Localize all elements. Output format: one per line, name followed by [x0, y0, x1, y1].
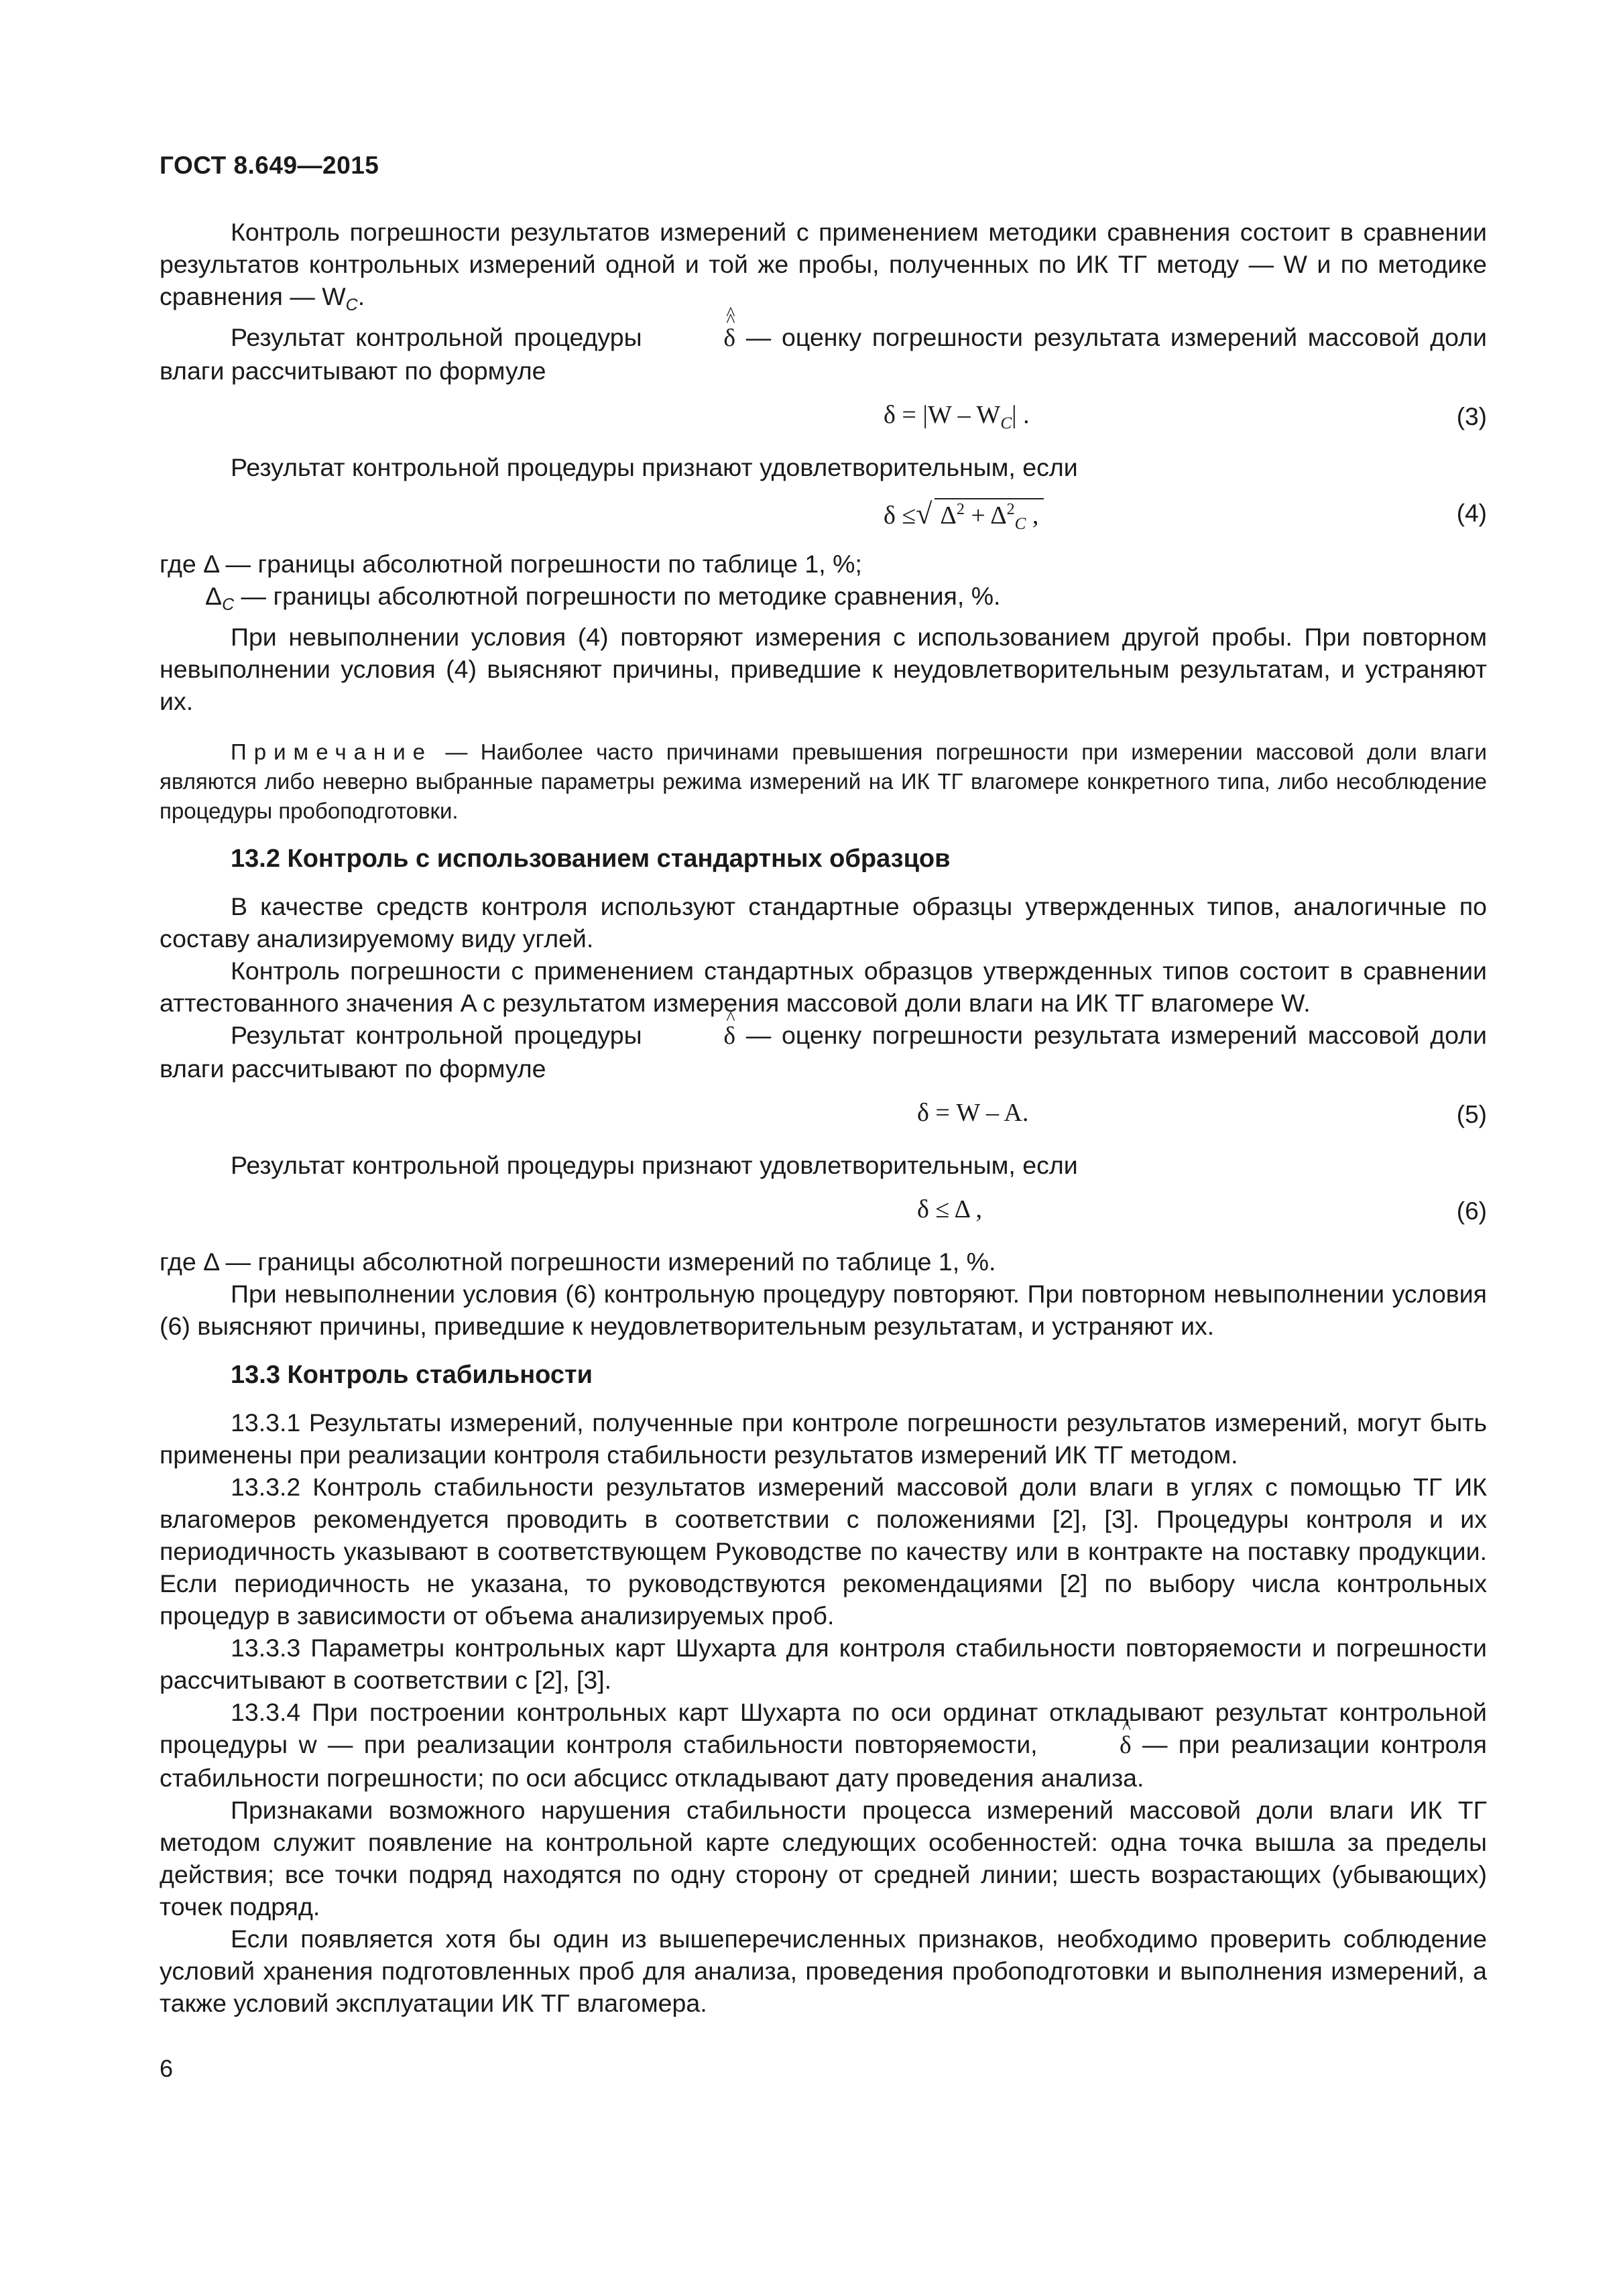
subscript: C — [345, 296, 358, 314]
paragraph-text: . — [357, 282, 365, 310]
formula-6 — [160, 1181, 1487, 1246]
paragraph: Контроль погрешности с применением стандартных образцов утвержденных типов состоит в сравнении аттестованного значения A с результатом измерения массовой доли влаги на ИК ТГ влагомере W. — [160, 957, 1487, 1017]
formula-text: | . — [1012, 401, 1030, 429]
paragraph: Если появляется хотя бы один из вышеперечисленных признаков, необходимо проверить соблюдение условий хранения подготовленных проб для анализа, проведения пробоподготовки и выполнения измерений, а также условий эксплуатации ИК ТГ влагомера. — [160, 1925, 1487, 2017]
section-heading: 13.3 Контроль стабильности — [231, 1361, 593, 1389]
formula-text: , — [1026, 501, 1039, 530]
note-label: Примечание — [231, 739, 433, 764]
subscript: C — [1014, 515, 1026, 533]
radical-sign: √ — [916, 497, 933, 530]
where-clause: где Δ — границы абсолютной погрешности по таблице 1, %; — [160, 550, 862, 578]
equation-number: (4) — [1456, 499, 1487, 527]
paragraph-text: Результат контрольной процедуры — [231, 323, 642, 351]
page-number: 6 — [160, 2055, 174, 2082]
superscript: 2 — [1006, 501, 1015, 518]
paragraph-text: 13.3.4 При построении контрольных карт Шухарта по оси ординат откладывают результат контрольной процедуры w — при реализации контроля стабильности повторяемости, — [160, 1698, 1487, 1758]
radicand — [935, 498, 1044, 534]
page-body — [160, 216, 1487, 2019]
section-heading: 13.2 Контроль с использованием стандартных образцов — [231, 845, 951, 873]
formula-text: Δ — [940, 501, 957, 530]
paragraph — [160, 216, 1487, 321]
paragraph: Результат контрольной процедуры признают удовлетворительным, если — [231, 1151, 1078, 1179]
document-header: ГОСТ 8.649—2015 — [160, 152, 379, 179]
equation-number: (5) — [1456, 1101, 1487, 1128]
formula-text: + Δ — [964, 501, 1007, 530]
formula-expression: δ ≤ Δ , — [917, 1195, 983, 1223]
formula-3 — [160, 387, 1487, 451]
paragraph — [160, 1019, 1487, 1085]
paragraph-text: — при реализации контроля стабильности погрешности; по оси абсцисс откладывают дату проведения анализа. — [160, 1730, 1487, 1792]
paragraph: При невыполнении условия (6) контрольную процедуру повторяют. При повторном невыполнении условия (6) выясняют причины, приведшие к неудовлетворительным результатам, и устраняют их. — [160, 1280, 1487, 1340]
subscript: C — [1000, 414, 1012, 432]
formula-expression — [884, 400, 1030, 433]
paragraph-text: — границы абсолютной погрешности по методике сравнения, %. — [234, 582, 1001, 610]
formula-expression — [884, 497, 1044, 534]
paragraph-text: Результат контрольной процедуры — [231, 1021, 642, 1049]
formula-5 — [160, 1085, 1487, 1149]
note — [160, 737, 1487, 826]
formula-4 — [160, 483, 1487, 548]
paragraph-text: Контроль погрешности результатов измерений с применением методики сравнения состоит в сравнении результатов контрольных измерений одной и той же пробы, полученных по ИК ТГ методу — W и по методике сравнения — W — [160, 218, 1487, 310]
paragraph: 13.3.1 Результаты измерений, полученные при контроле погрешности результатов измерений, могут быть применены при реализации контроля стабильности результатов измерений ИК ТГ методом. — [160, 1408, 1487, 1469]
equation-number: (6) — [1456, 1197, 1487, 1225]
where-clause: где Δ — границы абсолютной погрешности измерений по таблице 1, %. — [160, 1248, 996, 1276]
paragraph: Признаками возможного нарушения стабильности процесса измерений массовой доли влаги ИК ТГ методом служит появление на контрольной карте следующих особенностей: одна точка вышла за пределы действия; все точки подряд находятся по одну сторону от средней линии; шесть возрастающих (убывающих) точек подряд. — [160, 1796, 1487, 1921]
equation-number: (3) — [1456, 403, 1487, 430]
paragraph: 13.3.3 Параметры контрольных карт Шухарта для контроля стабильности повторяемости и погрешности рассчитывают в соответствии с [2], [3]. — [160, 1634, 1487, 1694]
paragraph: Результат контрольной процедуры признают удовлетворительным, если — [231, 453, 1078, 481]
paragraph-text: — оценку погрешности результата измерений массовой доли влаги рассчитывают по формуле — [160, 323, 1487, 385]
note-text: — Наиболее часто причинами превышения погрешности при измерении массовой доли влаги являются либо неверно выбранные параметры режима измерений на ИК ТГ влагомере конкретного типа, либо несоблюдение процедуры пробоподготовки. — [160, 739, 1487, 823]
formula-expression: δ = W – A. — [917, 1099, 1029, 1127]
formula-text: δ ≤ — [884, 501, 916, 530]
paragraph — [160, 321, 1487, 387]
paragraph-text: — оценку погрешности результата измерений массовой доли влаги рассчитывают по формуле — [160, 1021, 1487, 1083]
paragraph: При невыполнении условия (4) повторяют измерения с использованием другой пробы. При повторном невыполнении условия (4) выясняют причины, приведшие к неудовлетворительным результатам, и устраняют их. — [160, 623, 1487, 715]
paragraph: 13.3.2 Контроль стабильности результатов измерений массовой доли влаги в углях с помощью ТГ ИК влагомеров рекомендуется проводить в соответствии с положениями [2], [3]. Процедуры контроля и их периодичность указывают в соответствующем Руководстве по качеству или в контракте на поставку продукции. Если периодичность не указана, то руководствуются рекомендациями [2] по выбору числа контрольных процедур в зависимости от объема анализируемых проб. — [160, 1473, 1487, 1630]
where-clause — [160, 580, 1487, 621]
formula-text: Δ — [205, 582, 223, 610]
delta-hat-symbol: ^ δ — [652, 1020, 735, 1052]
subscript: C — [222, 595, 235, 614]
delta-hat-symbol: ^ δ ^ — [652, 322, 735, 355]
formula-text: δ = |W – W — [884, 401, 1001, 429]
superscript: 2 — [956, 501, 965, 518]
paragraph — [160, 1696, 1487, 1794]
paragraph: В качестве средств контроля используют стандартные образцы утвержденных типов, аналогичные по составу анализируемому виду углей. — [160, 892, 1487, 953]
delta-hat-symbol: ^ δ — [1048, 1730, 1132, 1762]
